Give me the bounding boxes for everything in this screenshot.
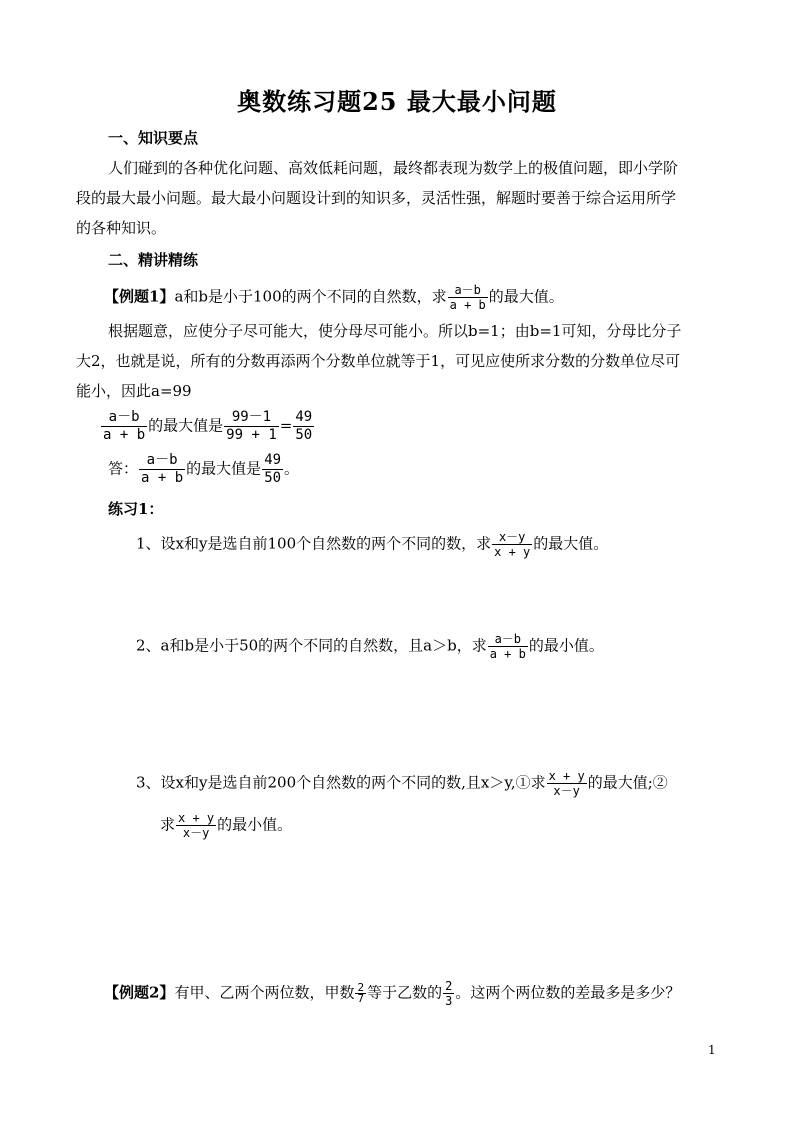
example1-solution-line3: 能小，因此a=99: [76, 382, 192, 400]
example1-text-before: a和b是小于100的两个不同的自然数，求: [174, 287, 447, 306]
fraction-denominator: a + b: [141, 470, 184, 486]
fraction-denominator: 7: [357, 992, 365, 1005]
calc-fraction-result: [293, 409, 314, 444]
example1-calculation: [100, 409, 315, 444]
section1-heading: 一、知识要点: [108, 129, 199, 147]
fraction-numerator: a－b: [101, 409, 147, 427]
fraction-denominator: x + y: [494, 545, 531, 559]
example1-question: [104, 283, 564, 312]
example2-text3: 。这两个两位数的差最多是多少？: [455, 983, 681, 1002]
fraction-numerator: x－y: [492, 530, 532, 545]
page-number: 1: [708, 1043, 716, 1057]
calc-text: 的最大值是: [148, 416, 224, 435]
section2-heading: 二、精讲精练: [108, 251, 199, 269]
fraction-numerator: 49: [295, 409, 313, 425]
fraction-numerator: a－b: [448, 283, 488, 298]
fraction-denominator: 99 + 1: [226, 427, 277, 443]
fraction-denominator: a + b: [449, 298, 486, 312]
example1-label: 【例题1】: [104, 287, 175, 306]
fraction-denominator: a + b: [489, 647, 526, 661]
fraction-denominator: x－y: [182, 826, 210, 840]
fraction-numerator: x + y: [178, 811, 215, 825]
example2-label: 【例题2】: [104, 983, 175, 1002]
fraction-numerator: 99－1: [224, 409, 279, 427]
q3-fraction2: [176, 811, 216, 840]
fraction-numerator: 2: [445, 979, 453, 993]
fraction-denominator: 50: [264, 470, 282, 486]
example1-solution-line2: 大2，也就是说，所有的分数再添两个分数单位就等于1，可见应使所求分数的分数单位尽可: [76, 352, 681, 370]
example2-text2: 等于乙数的: [367, 983, 443, 1002]
calc-equals: =: [279, 416, 293, 435]
q3-line2-start: 求: [160, 815, 176, 834]
example1-solution-line1: 根据题意，应使分子尽可能大，使分母尽可能小。所以b=1；由b=1可知，分母比分子: [108, 322, 682, 340]
practice1-question1: [136, 530, 608, 559]
q2-fraction: [488, 632, 528, 661]
calc-fraction-99: [224, 409, 279, 444]
fraction-numerator: x + y: [548, 769, 585, 783]
q3-text: 3、设x和y是选自前200个自然数的两个不同的数,且x＞y,①求: [136, 773, 546, 792]
section1-para-line3: 的各种知识。: [76, 219, 167, 237]
calc-fraction-ab: [101, 409, 147, 444]
q1-text: 1、设x和y是选自前100个自然数的两个不同的数，求: [136, 534, 492, 553]
practice1-question3: [136, 769, 668, 798]
fraction-denominator: a + b: [103, 427, 146, 443]
example2-fraction1: [355, 983, 366, 1004]
answer-end: 。: [284, 459, 300, 478]
section1-para-line1: 人们碰到的各种优化问题、高效低耗问题，最终都表现为数学上的极值问题，即小学阶: [108, 159, 679, 177]
q1-end: 的最大值。: [533, 534, 609, 553]
fraction-denominator: x－y: [553, 784, 580, 798]
q2-end: 的最小值。: [528, 636, 604, 655]
example1-text-after: 的最大值。: [488, 287, 564, 306]
example2-question: [104, 979, 680, 1008]
q3-fraction: [547, 769, 587, 798]
practice1-label: 练习1：: [108, 500, 164, 518]
q2-text: 2、a和b是小于50的两个不同的自然数，且a＞b，求: [136, 636, 487, 655]
answer-fraction-result: [262, 452, 283, 487]
fraction-numerator: a－b: [139, 452, 185, 470]
answer-fraction-ab: [139, 452, 185, 487]
fraction-denominator: 50: [295, 427, 313, 443]
answer-text: 的最大值是: [186, 459, 262, 478]
example1-fraction: [448, 283, 488, 312]
fraction-numerator: 49: [264, 452, 282, 468]
answer-label: 答：: [108, 459, 139, 478]
q3-mid: 的最大值;②: [587, 773, 668, 792]
page-title: 奥数练习题25 最大最小问题: [237, 87, 557, 116]
example2-fraction2: [443, 979, 454, 1008]
practice1-question2: [136, 632, 604, 661]
fraction-numerator: 2: [357, 981, 365, 994]
section1-para-line2: 段的最大最小问题。最大最小问题设计到的知识多，灵活性强，解题时要善于综合运用所学: [76, 189, 677, 207]
example1-answer: [108, 452, 299, 487]
practice1-question3-line2: [160, 811, 292, 840]
q3-end: 的最小值。: [217, 815, 293, 834]
q1-fraction: [492, 530, 532, 559]
fraction-numerator: a－b: [488, 632, 528, 647]
example2-text1: 有甲、乙两个两位数，甲数: [174, 983, 355, 1002]
fraction-denominator: 3: [445, 994, 453, 1008]
